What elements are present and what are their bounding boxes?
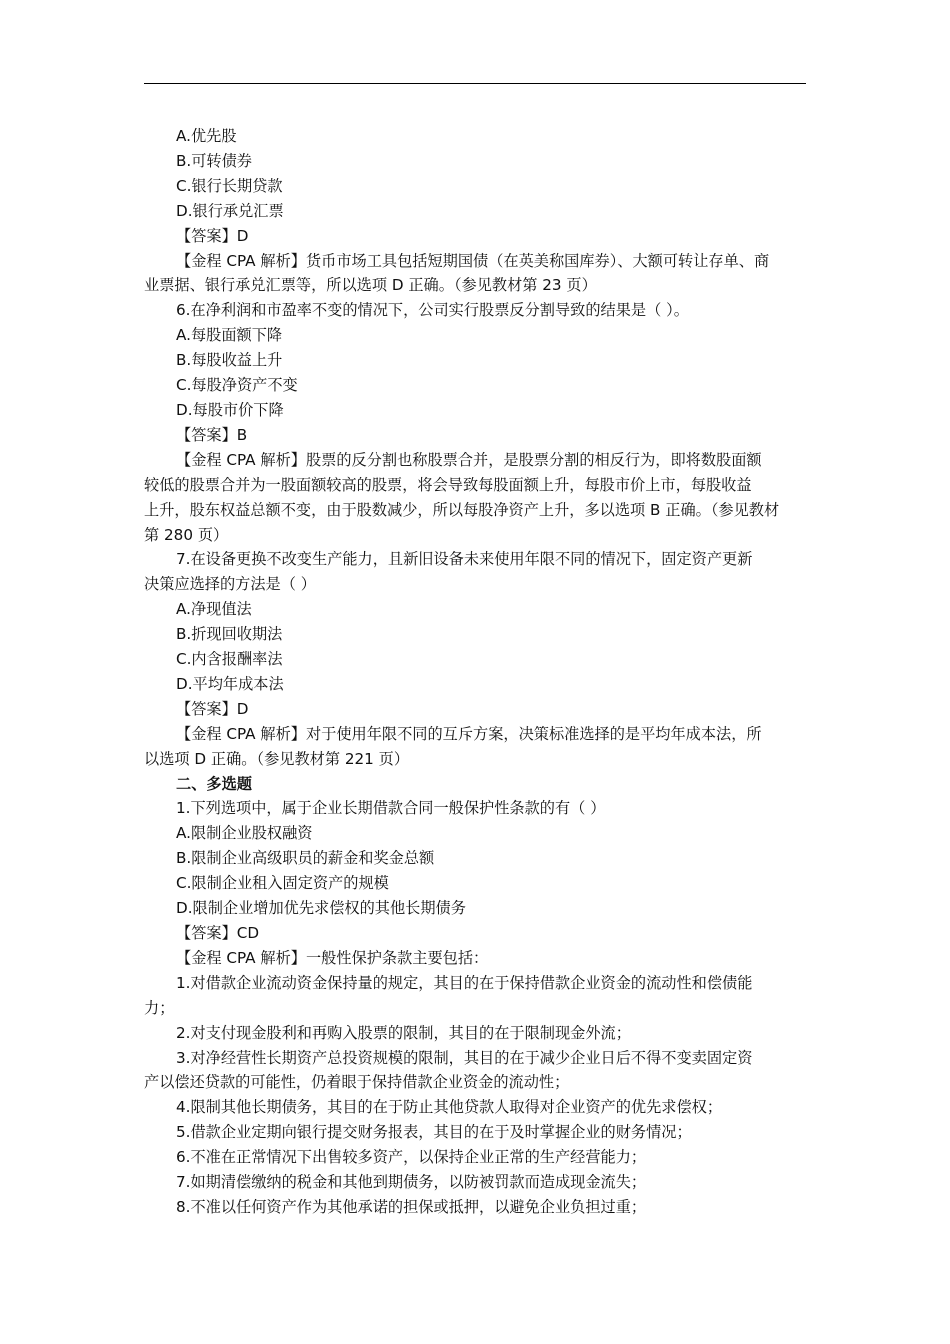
question: 1.下列选项中，属于企业长期借款合同一般保护性条款的有（ ）: [176, 799, 606, 818]
option-b: B.限制企业高级职员的薪金和奖金总额: [176, 849, 435, 868]
answer: 【答案】D: [176, 226, 249, 245]
explanation-line: 以选项 D 正确。（参见教材第 221 页）: [144, 749, 410, 768]
clause-item: 4.限制其他长期债务，其目的在于防止其他贷款人取得对企业资产的优先求偿权；: [176, 1098, 723, 1117]
section-heading: 二、多选题: [176, 774, 252, 793]
option-a: A.限制企业股权融资: [176, 824, 313, 843]
explanation-line: 上升，股东权益总额不变，由于股数减少，所以每股净资产上升，多以选项 B 正确。（参见教材: [144, 500, 780, 519]
explanation-line: 【金程 CPA 解析】股票的反分割也称股票合并，是股票分割的相反行为，即将数股面额: [176, 450, 762, 469]
explanation-line: 业票据、银行承兑汇票等，所以选项 D 正确。（参见教材第 23 页）: [144, 276, 597, 295]
question: 7.在设备更换不改变生产能力，且新旧设备未来使用年限不同的情况下，固定资产更新: [176, 550, 753, 569]
option-d: D.限制企业增加优先求偿权的其他长期债务: [176, 899, 466, 918]
answer: 【答案】B: [176, 425, 248, 444]
explanation-line: 【金程 CPA 解析】一般性保护条款主要包括：: [176, 948, 489, 967]
option-a: A.净现值法: [176, 600, 252, 619]
option-c: C.内含报酬率法: [176, 650, 283, 669]
option-d: D.平均年成本法: [176, 674, 284, 693]
option-c: C.限制企业租入固定资产的规模: [176, 874, 389, 893]
option-b: B.每股收益上升: [176, 351, 283, 370]
explanation-line: 第 280 页）: [144, 525, 229, 544]
option-c: C.银行长期贷款: [176, 176, 283, 195]
header-rule: [144, 83, 806, 84]
clause-item: 6.不准在正常情况下出售较多资产，以保持企业正常的生产经营能力；: [176, 1148, 647, 1167]
clause-item: 2.对支付现金股利和再购入股票的限制，其目的在于限制现金外流；: [176, 1023, 631, 1042]
answer: 【答案】D: [176, 699, 249, 718]
clause-item: 3.对净经营性长期资产总投资规模的限制，其目的在于减少企业日后不得不变卖固定资: [176, 1048, 753, 1067]
explanation-line: 较低的股票合并为一股面额较高的股票，将会导致每股面额上升，每股市价上市，每股收益: [144, 475, 752, 494]
answer: 【答案】CD: [176, 924, 260, 942]
question: 决策应选择的方法是（ ）: [144, 575, 316, 594]
option-b: B.可转债券: [176, 151, 252, 170]
clause-item: 7.如期清偿缴纳的税金和其他到期债务，以防被罚款而造成现金流失；: [176, 1173, 647, 1192]
clause-item: 力；: [144, 998, 175, 1017]
explanation-line: 【金程 CPA 解析】货币市场工具包括短期国债（在英美称国库券）、大额可转让存单、商: [176, 251, 770, 270]
clause-item: 1.对借款企业流动资金保持量的规定，其目的在于保持借款企业资金的流动性和偿债能: [176, 973, 753, 992]
question: 6.在净利润和市盈率不变的情况下，公司实行股票反分割导致的结果是（ ）。: [176, 301, 689, 320]
clause-item: 8.不准以任何资产作为其他承诺的担保或抵押，以避免企业负担过重；: [176, 1197, 647, 1216]
option-a: A.优先股: [176, 127, 237, 145]
option-b: B.折现回收期法: [176, 625, 283, 644]
clause-item: 5.借款企业定期向银行提交财务报表，其目的在于及时掌握企业的财务情况；: [176, 1123, 692, 1142]
option-d: D.银行承兑汇票: [176, 201, 284, 220]
option-c: C.每股净资产不变: [176, 376, 298, 395]
option-d: D.每股市价下降: [176, 400, 284, 419]
explanation-line: 【金程 CPA 解析】对于使用年限不同的互斥方案，决策标准选择的是平均年成本法，所: [176, 724, 762, 743]
clause-item: 产以偿还贷款的可能性，仍着眼于保持借款企业资金的流动性；: [144, 1073, 570, 1092]
document-body: [144, 124, 806, 1220]
option-a: A.每股面额下降: [176, 326, 283, 345]
